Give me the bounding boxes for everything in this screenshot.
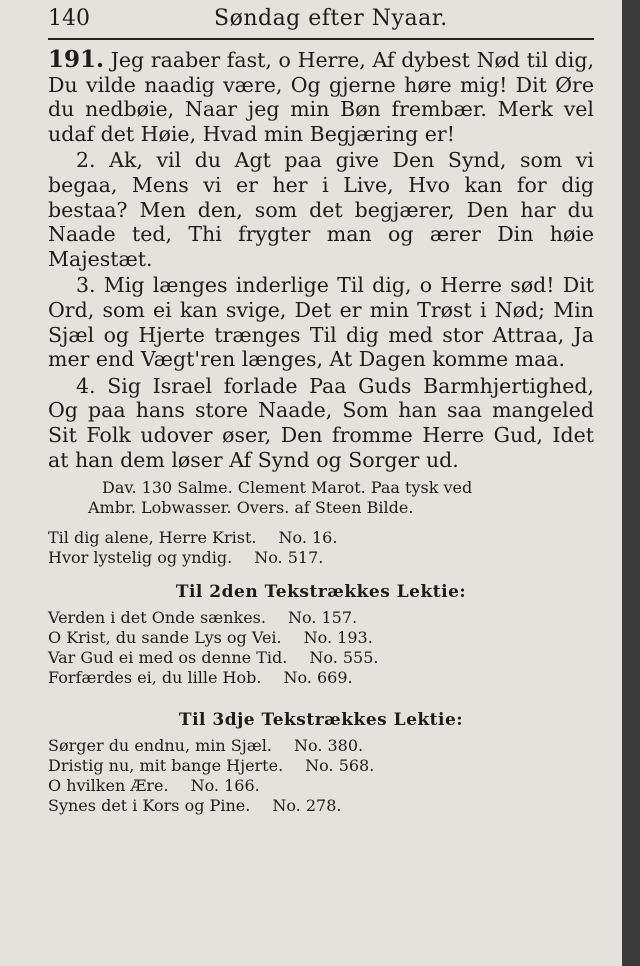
list-item (48, 736, 594, 756)
ref-number: No. 166. (190, 776, 260, 796)
ref-title: O hvilken Ære. (48, 776, 169, 796)
ref-number: No. 16. (278, 528, 338, 548)
section-3-list (48, 736, 594, 816)
ref-number: No. 278. (272, 796, 342, 816)
list-item (48, 528, 594, 548)
hymn-stanza-4 (48, 374, 594, 472)
list-item (48, 628, 594, 648)
stanza-text: 3. Mig længes inderlige Til dig, o Herre sød! Dit Ord, som ei kan svige, Det er min Trøst i Nød; Min Sjæl og Hjerte trænges Til dig med stor Attraa, Ja mer end Vægt'ren længes, At Dagen komme maa. (48, 273, 594, 372)
section-2-list (48, 608, 594, 688)
list-item (48, 548, 594, 568)
ref-title: Forfærdes ei, du lille Hob. (48, 668, 262, 688)
hymn-191 (48, 48, 594, 472)
hymn-stanza-2 (48, 148, 594, 271)
stanza-text: 4. Sig Israel forlade Paa Guds Barmhjertighed, Og paa hans store Naade, Som han saa mangeled Sit Folk udover øser, Den fromme Herre Gud, Idet at han dem løser Af Synd og Sorger ud. (48, 373, 594, 472)
attribution-line: Ambr. Lobwasser. Overs. af Steen Bilde. (88, 498, 414, 518)
list-item (48, 756, 594, 776)
hymn-attribution (48, 478, 594, 518)
ref-number: No. 555. (309, 648, 379, 668)
page-number: 140 (48, 6, 90, 31)
list-item (48, 796, 594, 816)
list-item (48, 648, 594, 668)
list-item (48, 776, 594, 796)
ref-number: No. 193. (303, 628, 373, 648)
ref-title: Var Gud ei med os denne Tid. (48, 648, 288, 668)
ref-title: O Krist, du sande Lys og Vei. (48, 628, 282, 648)
hymn-references (48, 528, 594, 568)
ref-number: No. 157. (287, 608, 358, 628)
ref-title: Hvor lystelig og yndig. (48, 548, 233, 568)
section-heading-3: Til 3dje Tekstrækkes Lektie: (178, 710, 464, 731)
ref-number: No. 517. (254, 548, 324, 568)
section-heading-2: Til 2den Tekstrækkes Lektie: (175, 582, 467, 603)
ref-title: Verden i det Onde sænkes. (48, 608, 266, 628)
stanza-text: Jeg raaber fast, o Herre, Af dybest Nød til dig, Du vilde naadig være, Og gjerne høre mig! Dit Øre du nedbøie, Naar jeg min Bøn frembær. Merk vel udaf det Høie, Hvad min Begjæring er! (48, 48, 594, 146)
attribution-line: Dav. 130 Salme. Clement Marot. Paa tysk ved (102, 478, 473, 498)
list-item (48, 608, 594, 628)
ref-number: No. 669. (283, 668, 353, 688)
list-item (48, 668, 594, 688)
running-title: Søndag efter Nyaar. (214, 6, 448, 31)
ref-title: Dristig nu, mit bange Hjerte. (48, 756, 284, 776)
hymn-number: 191. (48, 46, 105, 73)
page-header (48, 6, 594, 40)
ref-title: Til dig alene, Herre Krist. (48, 528, 257, 548)
hymn-stanza-1 (48, 48, 594, 146)
ref-title: Sørger du endnu, min Sjæl. (48, 736, 272, 756)
ref-title: Synes det i Kors og Pine. (48, 796, 251, 816)
ref-number: No. 568. (305, 756, 375, 776)
stanza-text: 2. Ak, vil du Agt paa give Den Synd, som vi begaa, Mens vi er her i Live, Hvo kan for dig bestaa? Men den, som det begjærer, Den har du Naade ted, Thi frygter man og ærer Din høie Majestæt. (48, 148, 594, 271)
ref-number: No. 380. (293, 736, 364, 756)
hymn-stanza-3 (48, 273, 594, 371)
